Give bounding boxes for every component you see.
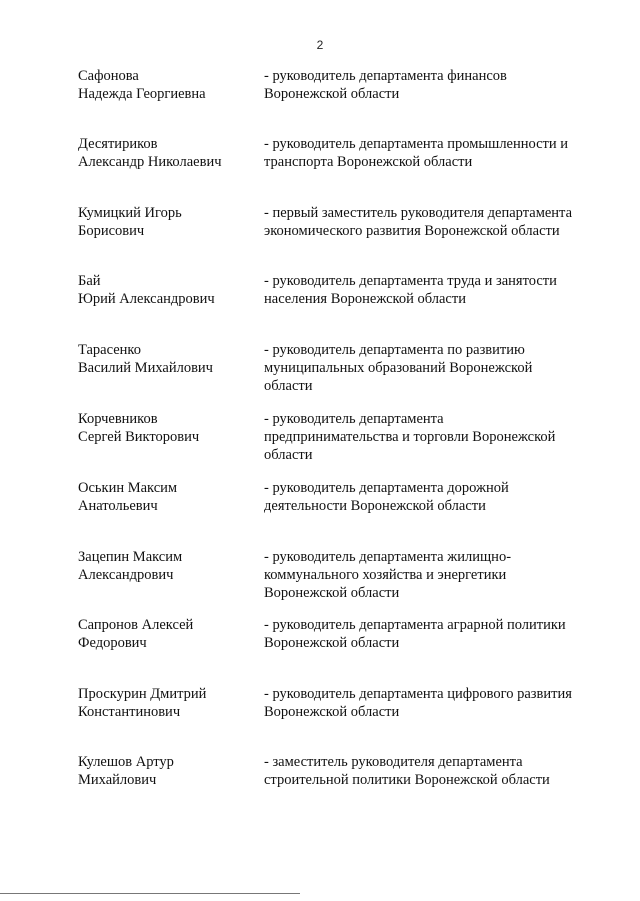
person-name: Десятириков Александр Николаевич [78, 136, 222, 170]
position-description: - руководитель департамента цифрового развития Воронежской области [264, 686, 572, 720]
person-name: Проскурин Дмитрий Константинович [78, 686, 207, 720]
position-description: - заместитель руководителя департамента строительной политики Воронежской области [264, 754, 550, 788]
position-description: - руководитель департамента предпринимательства и торговли Воронежской области [264, 411, 556, 463]
position-description: - руководитель департамента аграрной политики Воронежской области [264, 617, 566, 651]
person-name: Оськин Максим Анатольевич [78, 480, 178, 514]
person-name: Кумицкий Игорь Борисович [78, 205, 182, 239]
position-description: - руководитель департамента финансов Воронежской области [264, 68, 507, 102]
position-description: - руководитель департамента труда и занятости населения Воронежской области [264, 273, 557, 307]
position-description: - руководитель департамента жилищно- коммунального хозяйства и энергетики Воронежской области [264, 549, 512, 601]
footer-divider [0, 893, 300, 894]
person-name: Корчевников Сергей Викторович [78, 411, 200, 445]
page-number: 2 [316, 38, 324, 52]
person-name: Зацепин Максим Александрович [78, 549, 183, 583]
person-name: Тарасенко Василий Михайлович [78, 342, 213, 376]
person-name: Сапронов Алексей Федорович [78, 617, 194, 651]
person-name: Бай Юрий Александрович [78, 273, 215, 307]
position-description: - руководитель департамента по развитию муниципальных образований Воронежской области [264, 342, 533, 394]
person-name: Кулешов Артур Михайлович [78, 754, 174, 788]
position-description: - первый заместитель руководителя департамента экономического развития Воронежской области [264, 205, 573, 239]
person-name: Сафонова Надежда Георгиевна [78, 68, 206, 102]
position-description: - руководитель департамента промышленности и транспорта Воронежской области [264, 136, 569, 170]
position-description: - руководитель департамента дорожной деятельности Воронежской области [264, 480, 509, 514]
